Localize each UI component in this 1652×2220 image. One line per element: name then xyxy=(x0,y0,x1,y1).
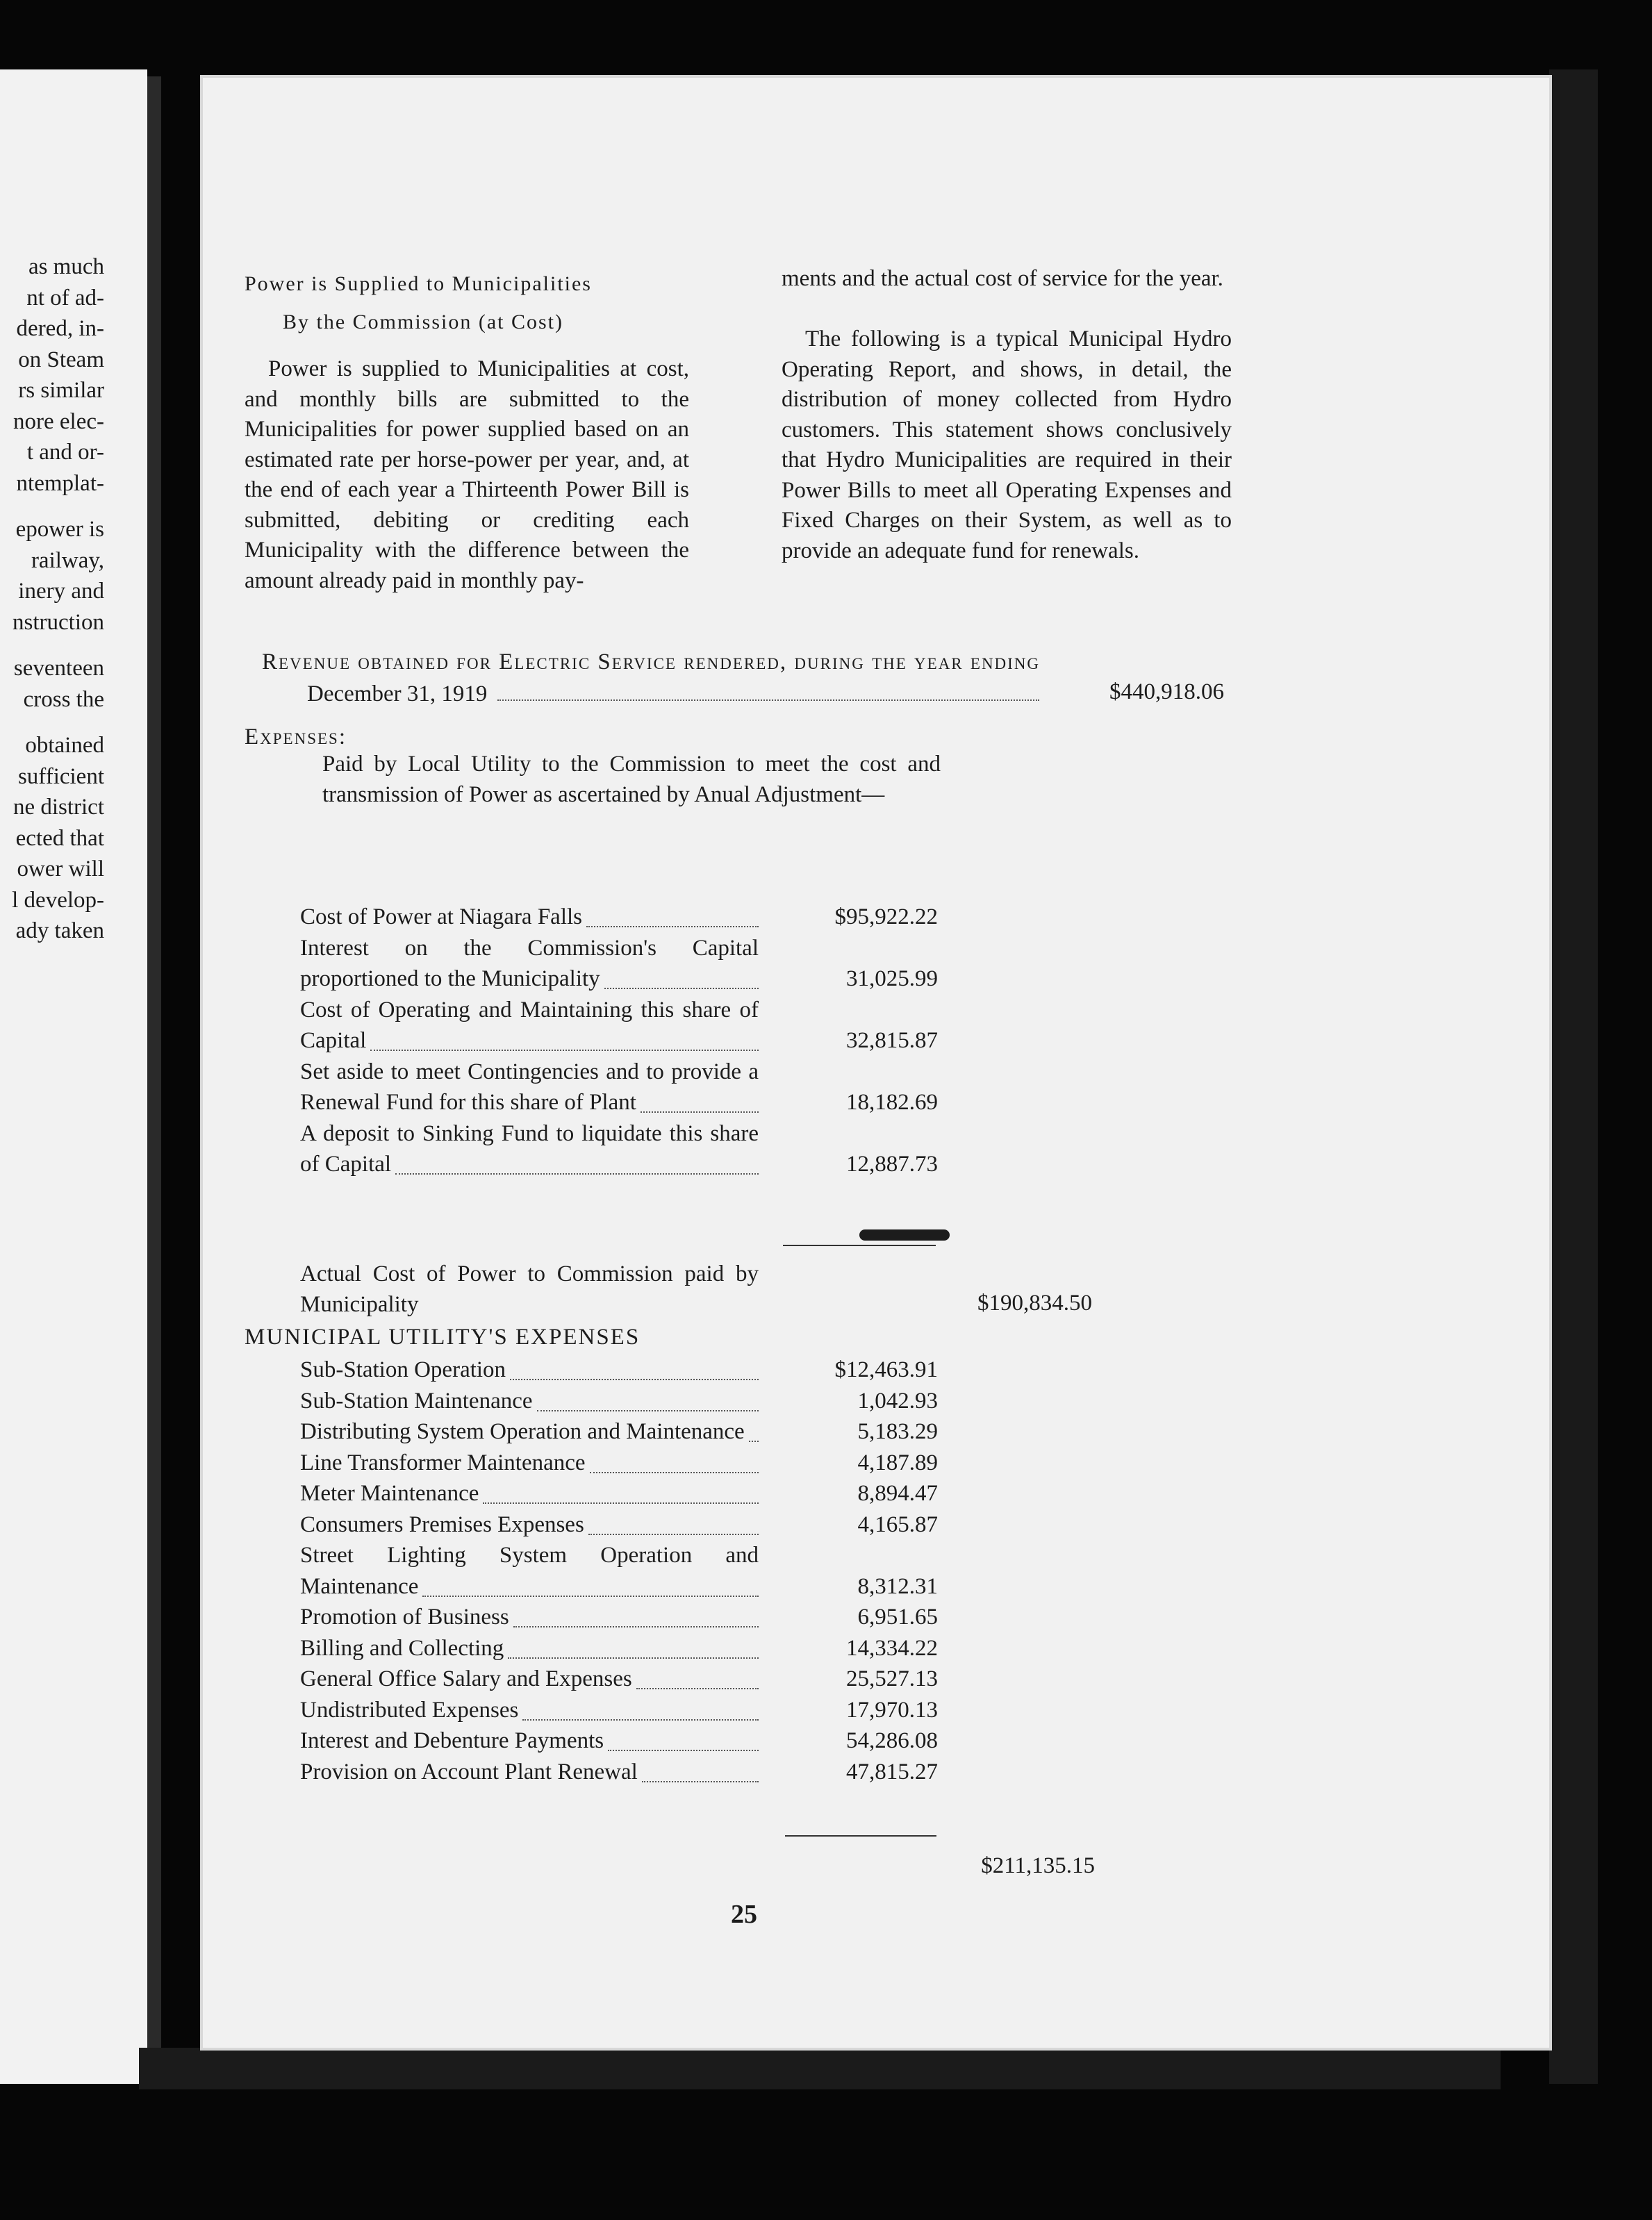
revenue-amount: $440,918.06 xyxy=(1109,679,1224,704)
expense-item-amount: 17,970.13 xyxy=(846,1697,938,1723)
left-fragment-line: cross the xyxy=(23,686,104,712)
expense-item-amount: 25,527.13 xyxy=(846,1666,938,1691)
dot-leader xyxy=(590,1471,759,1473)
expense-item-amount: 32,815.87 xyxy=(846,1028,938,1053)
left-fragment-line: rs similar xyxy=(18,378,104,403)
expense-item-label: Sub-Station Operation xyxy=(300,1357,506,1382)
left-fragment-line: inery and xyxy=(18,579,104,604)
expense-item-label: General Office Salary and Expenses xyxy=(300,1666,632,1691)
municipal-total-rule xyxy=(785,1835,936,1837)
dot-leader xyxy=(370,1048,759,1051)
dot-leader xyxy=(513,1625,759,1627)
left-fragment-line: on Steam xyxy=(18,347,104,372)
dot-leader xyxy=(537,1409,759,1411)
municipal-total: $211,135.15 xyxy=(981,1853,1095,1878)
left-fragment-line: nstruction xyxy=(13,609,104,635)
left-fragment-line: ntemplat- xyxy=(16,470,104,496)
dot-leader xyxy=(588,1532,759,1535)
left-fragment-line: sufficient xyxy=(17,763,104,789)
section-heading-line2: By the Commission (at Cost) xyxy=(283,310,564,333)
left-fragment-line: seventeen xyxy=(13,656,104,681)
actual-cost-label: Actual Cost of Power to Commission paid by Municipality xyxy=(300,1261,759,1317)
expense-item-amount: $12,463.91 xyxy=(834,1357,938,1382)
expense-item-label: Line Transformer Maintenance xyxy=(300,1450,586,1475)
dot-leader xyxy=(508,1656,759,1659)
dot-leader xyxy=(483,1501,759,1504)
expense-item-label: Consumers Premises Expenses xyxy=(300,1511,584,1537)
expense-item-label: Distributing System Operation and Maintenance xyxy=(300,1419,745,1444)
expense-item-amount: 4,187.89 xyxy=(857,1450,938,1475)
expense-item-amount: 47,815.27 xyxy=(846,1759,938,1784)
expense-item-amount: $95,922.22 xyxy=(834,904,938,929)
expense-item-amount: 31,025.99 xyxy=(846,966,938,991)
left-fragment-line: railway, xyxy=(31,547,104,573)
revenue-line-1: Revenue obtained for Electric Service rendered, during the year ending xyxy=(262,649,1041,674)
left-fragment-line: t and or- xyxy=(26,440,104,465)
expense-item-label: Provision on Account Plant Renewal xyxy=(300,1759,638,1784)
dot-leader xyxy=(608,1748,759,1751)
expense-item-amount: 8,894.47 xyxy=(857,1481,938,1506)
expenses-intro: Paid by Local Utility to the Commission to meet the cost and transmission of Power as ascertained by Anual Adjustment— xyxy=(322,752,941,807)
expense-item-amount: 5,183.29 xyxy=(857,1419,938,1444)
section-heading-line1: Power is Supplied to Municipalities xyxy=(245,272,592,295)
actual-cost-amount: $190,834.50 xyxy=(977,1291,1092,1316)
right-page-edge xyxy=(1549,69,1598,2084)
dot-leader xyxy=(422,1594,759,1597)
expense-item-amount: 14,334.22 xyxy=(846,1635,938,1661)
expense-item-label: Meter Maintenance xyxy=(300,1481,479,1506)
expense-item-label: A deposit to Sinking Fund to liquidate this share of Capital xyxy=(300,1120,759,1177)
dot-leader xyxy=(641,1110,759,1113)
left-column-paragraph: Power is supplied to Municipalities at cost, and monthly bills are submitted to the Municipalities for power supplied based on an estimated rate per horse-power per year, and, at the end of each year a Thirteenth Power Bill is submitted, debiting or crediting each Municipality with the difference between the amount already paid in monthly pay- xyxy=(245,356,689,593)
ink-blot xyxy=(859,1229,950,1241)
left-fragment-line: nore elec- xyxy=(13,408,104,434)
dot-leader xyxy=(604,986,759,989)
expense-item-label: Undistributed Expenses xyxy=(300,1697,519,1723)
page-number: 25 xyxy=(731,1900,757,1929)
expense-item-label: Interest and Debenture Payments xyxy=(300,1728,604,1753)
expense-item-label: Cost of Power at Niagara Falls xyxy=(300,904,583,929)
expense-item-amount: 1,042.93 xyxy=(857,1388,938,1414)
expense-item-amount: 12,887.73 xyxy=(846,1152,938,1177)
expense-item-label: Cost of Operating and Maintaining this share of Capital xyxy=(300,997,759,1053)
left-fragment-line: ower will xyxy=(17,856,104,881)
expense-item-label: Promotion of Business xyxy=(300,1605,509,1630)
expense-item-amount: 6,951.65 xyxy=(857,1605,938,1630)
expense-item-label: Billing and Collecting xyxy=(300,1635,504,1661)
expense-item-amount: 4,165.87 xyxy=(857,1511,938,1537)
subtotal-rule xyxy=(783,1245,936,1246)
left-fragment-line: ne district xyxy=(13,795,104,820)
previous-page-fragment xyxy=(0,69,147,2084)
dot-leader xyxy=(636,1687,759,1689)
dot-leader xyxy=(586,925,759,927)
dot-leader xyxy=(510,1377,759,1380)
left-fragment-line: obtained xyxy=(25,733,104,758)
left-fragment-line: as much xyxy=(28,254,104,279)
dot-leader xyxy=(522,1718,759,1721)
expense-item-label: Set aside to meet Contingencies and to provide a Renewal Fund for this share of Plant xyxy=(300,1059,759,1115)
expenses-title: Expenses: xyxy=(245,724,347,749)
left-fragment-line: epower is xyxy=(15,517,104,542)
expense-item-amount: 54,286.08 xyxy=(846,1728,938,1753)
document-page xyxy=(203,78,1549,2048)
left-fragment-line: dered, in- xyxy=(16,316,104,341)
binding-shadow xyxy=(147,76,161,2077)
left-fragment-line: l develop- xyxy=(12,887,104,913)
expense-item-amount: 18,182.69 xyxy=(846,1090,938,1115)
municipal-title: MUNICIPAL UTILITY'S EXPENSES xyxy=(245,1325,641,1350)
revenue-line-2: December 31, 1919 xyxy=(307,679,1071,709)
left-fragment-line: ected that xyxy=(15,825,104,851)
dot-leader xyxy=(395,1172,759,1175)
bottom-edge xyxy=(139,2048,1501,2089)
expense-item-label: Interest on the Commission's Capital proportioned to the Municipality xyxy=(300,935,759,991)
expense-item-amount: 8,312.31 xyxy=(857,1573,938,1599)
left-fragment-line: ady taken xyxy=(15,918,104,943)
expense-item-label: Street Lighting System Operation and Maintenance xyxy=(300,1543,759,1599)
dot-leader xyxy=(642,1780,759,1782)
right-column-paragraph-2: The following is a typical Municipal Hydro Operating Report, and shows, in detail, the distribution of money collected from Hydro customers. This statement shows conclusively that Hydro Municipalities are required in their Power Bills to meet all Operating Expenses and Fixed Charges on their System, as well as to provide an adequate fund for renewals. xyxy=(782,326,1232,563)
left-fragment-line: nt of ad- xyxy=(26,285,104,310)
expense-item-label: Sub-Station Maintenance xyxy=(300,1388,533,1414)
right-column-paragraph-1: ments and the actual cost of service for the year. xyxy=(782,266,1223,291)
